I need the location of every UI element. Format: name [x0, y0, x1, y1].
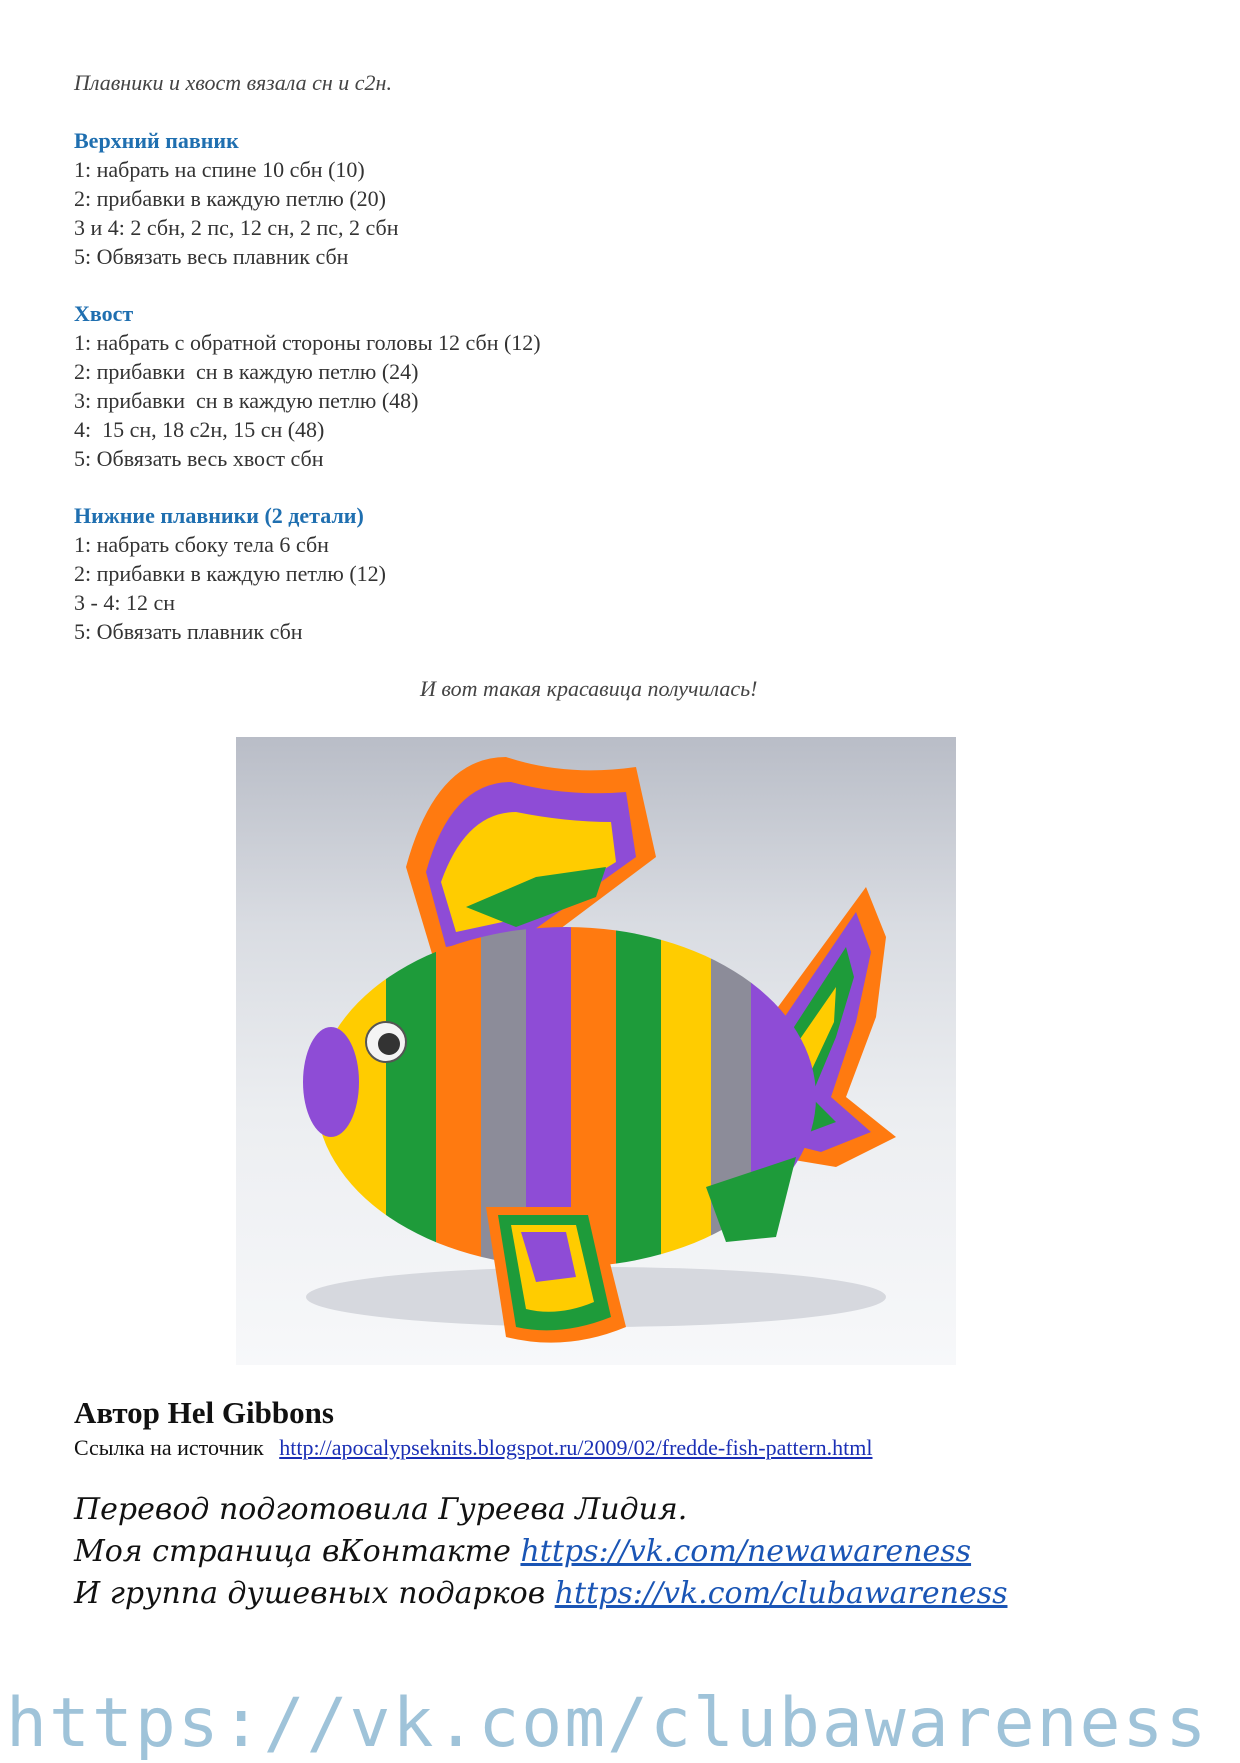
vk-page-link[interactable]: https://vk.com/newawareness	[520, 1534, 972, 1569]
author-name: Автор Hel Gibbons	[74, 1395, 334, 1430]
vk-page-line	[74, 1534, 971, 1569]
section-title: Хвост	[74, 301, 134, 326]
vk-group-line	[74, 1576, 1007, 1611]
source-line	[74, 1435, 873, 1461]
instruction-line: 1: набрать на спине 10 сбн (10)	[74, 157, 365, 182]
instruction-line: 3: прибавки сн в каждую петлю (48)	[74, 388, 419, 413]
section-title: Верхний павник	[74, 128, 239, 153]
vk-group-link[interactable]: https://vk.com/clubawareness	[554, 1576, 1008, 1611]
intro-text: Плавники и хвост вязала сн и с2н.	[74, 70, 392, 95]
crochet-fish-illustration	[236, 737, 956, 1365]
instruction-line: 1: набрать сбоку тела 6 сбн	[74, 532, 329, 557]
section-top-fin	[74, 126, 1174, 271]
instruction-line: 3 и 4: 2 сбн, 2 пс, 12 сн, 2 пс, 2 сбн	[74, 215, 399, 240]
photo-caption: И вот такая красавица получилась!	[420, 676, 758, 701]
source-link[interactable]: http://apocalypseknits.blogspot.ru/2009/02/fredde-fish-pattern.html	[279, 1435, 873, 1460]
vk-page-label: Моя страница вКонтакте	[74, 1534, 511, 1569]
vk-group-label: И группа душевных подарков	[74, 1576, 546, 1611]
instruction-line: 5: Обвязать плавник сбн	[74, 619, 303, 644]
instruction-line: 5: Обвязать весь плавник сбн	[74, 244, 349, 269]
instruction-line: 2: прибавки сн в каждую петлю (24)	[74, 359, 419, 384]
instruction-line: 2: прибавки в каждую петлю (12)	[74, 561, 386, 586]
section-title: Нижние плавники (2 детали)	[74, 503, 364, 528]
instruction-line: 2: прибавки в каждую петлю (20)	[74, 186, 386, 211]
instruction-line: 1: набрать с обратной стороны головы 12 сбн (12)	[74, 330, 541, 355]
translation-credit: Перевод подготовила Гуреева Лидия.	[74, 1492, 688, 1527]
section-bottom-fins	[74, 501, 1174, 646]
fish-eye	[366, 1022, 406, 1062]
source-label: Ссылка на источник	[74, 1435, 264, 1460]
instruction-line: 5: Обвязать весь хвост сбн	[74, 446, 324, 471]
page-content	[74, 70, 1174, 674]
instruction-line: 4: 15 сн, 18 с2н, 15 сн (48)	[74, 417, 325, 442]
fish-photo	[236, 737, 956, 1365]
instruction-line: 3 - 4: 12 сн	[74, 590, 175, 615]
watermark-text: https://vk.com/clubawareness	[6, 1684, 1209, 1763]
fish-mouth	[303, 1027, 359, 1137]
section-tail	[74, 299, 1174, 473]
